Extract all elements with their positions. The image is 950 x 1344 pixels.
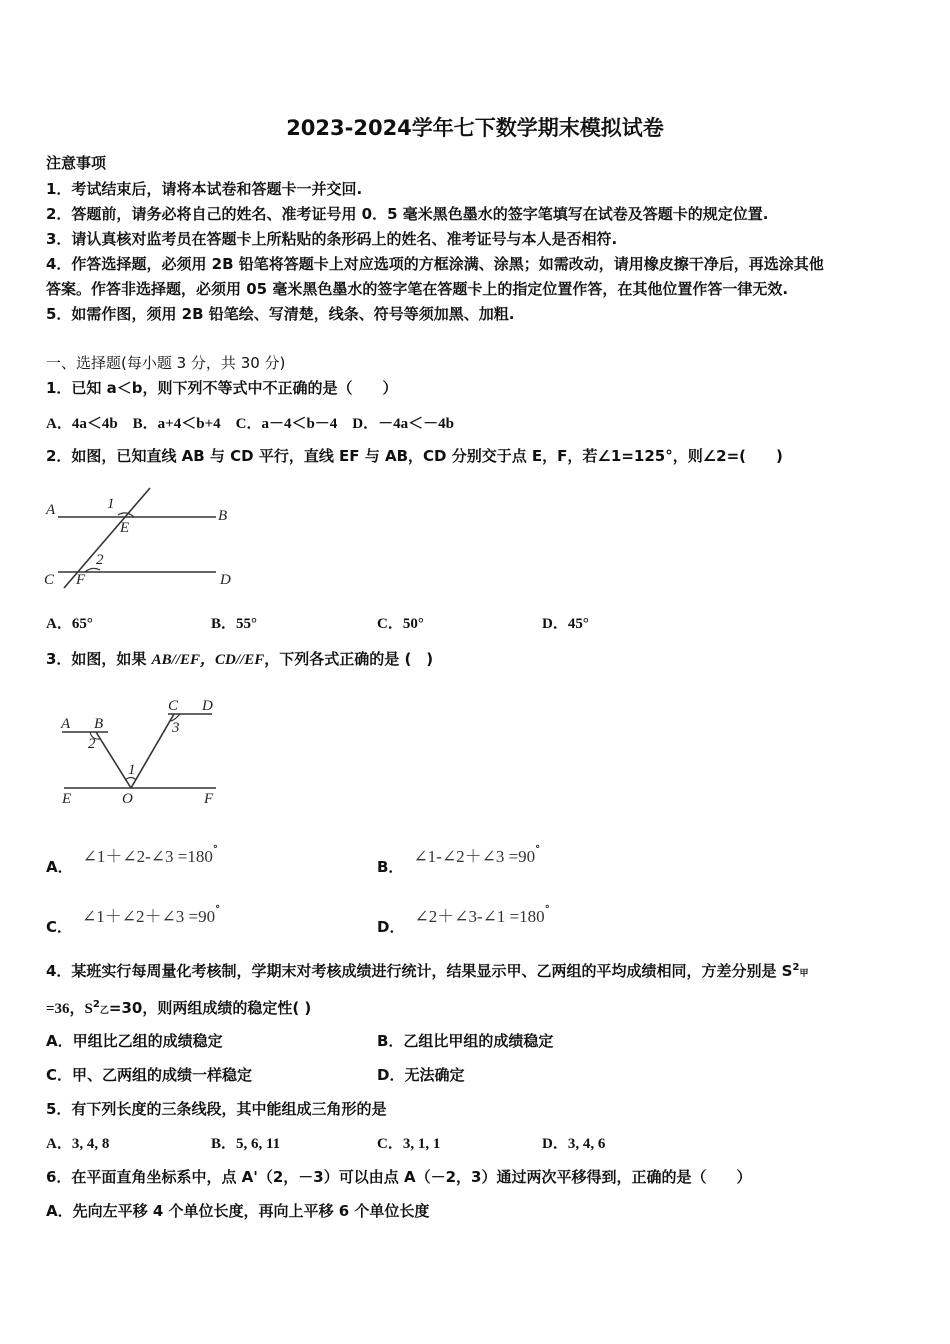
label-angle-3: 3 — [172, 720, 180, 736]
question-4-stem-line-2: =36，$S^2$乙=30，则两组成绩的稳定性( ) — [46, 999, 312, 1017]
label-e: E — [120, 520, 130, 536]
question-5-option-a[interactable]: A．3, 4, 8 — [46, 1136, 110, 1152]
question-3-option-b[interactable]: B．∠1-∠2＋∠3 =90° — [377, 844, 541, 876]
label-o: O — [122, 791, 133, 807]
question-5-option-c[interactable]: C．3, 1, 1 — [377, 1136, 441, 1152]
question-2-option-d[interactable]: D．45° — [542, 616, 589, 632]
label-b: B — [218, 508, 228, 524]
question-5-option-d[interactable]: D．3, 4, 6 — [542, 1136, 606, 1152]
question-2-option-c[interactable]: C．50° — [377, 616, 424, 632]
notice-item: 4．作答选择题，必须用 2B 铅笔将答题卡上对应选项的方框涂满、涂黑；如需改动，请用橡皮擦干净后，再选涂其他 — [46, 255, 824, 273]
question-1-stem: 1．已知 a＜b，则下列不等式中不正确的是（ ） — [46, 379, 398, 397]
label-f: F — [76, 572, 86, 588]
question-2-figure — [40, 484, 240, 590]
question-3-figure — [56, 696, 226, 808]
question-6-option-a[interactable]: A．先向左平移 4 个单位长度，再向上平移 6 个单位长度 — [46, 1202, 430, 1220]
question-3-option-c[interactable]: C．∠1＋∠2＋∠3 =90° — [46, 904, 221, 936]
label-angle-2: 2 — [88, 736, 96, 752]
section-heading: 一、选择题(每小题 3 分，共 30 分) — [46, 354, 286, 372]
notice-item: 3．请认真核对监考员在答题卡上所粘贴的条形码上的姓名、准考证号与本人是否相符. — [46, 230, 618, 248]
question-4-option-c[interactable]: C．甲、乙两组的成绩一样稳定 — [46, 1066, 253, 1084]
notice-item: 1．考试结束后，请将本试卷和答题卡一并交回. — [46, 180, 363, 198]
label-angle-1: 1 — [128, 762, 136, 778]
question-6-stem: 6．在平面直角坐标系中，点 A'（2，－3）可以由点 A（－2，3）通过两次平移得到，正确的是（ ） — [46, 1168, 752, 1186]
question-2-option-b[interactable]: B．55° — [211, 616, 258, 632]
question-3-condition: AB//EF，CD//EF — [151, 652, 265, 668]
question-2-option-a[interactable]: A．65° — [46, 616, 93, 632]
label-d: D — [202, 698, 213, 714]
label-a: A — [61, 716, 71, 732]
question-4-stem-line-1: 4．某班实行每周量化考核制，学期末对考核成绩进行统计，结果显示甲、乙两组的平均成绩相同，方差分别是 $S^2$甲 — [46, 962, 809, 980]
question-1-options: A．4a＜4b B．a+4＜b+4 C．a－4＜b－4 D．－4a＜－4b — [46, 416, 454, 432]
question-4-option-d[interactable]: D．无法确定 — [377, 1066, 465, 1084]
label-e: E — [62, 791, 72, 807]
question-5-stem: 5．有下列长度的三条线段，其中能组成三角形的是 — [46, 1100, 387, 1118]
label-angle-1: 1 — [107, 496, 115, 512]
line-oc — [131, 714, 174, 788]
label-d: D — [220, 572, 231, 588]
question-2-stem: 2．如图，已知直线 AB 与 CD 平行，直线 EF 与 AB，CD 分别交于点 E，F，若∠1=125°，则∠2=( ) — [46, 447, 783, 465]
label-c: C — [44, 572, 55, 588]
notice-item: 5．如需作图，须用 2B 铅笔绘、写清楚，线条、符号等须加黑、加粗. — [46, 305, 515, 323]
notice-heading: 注意事项 — [46, 154, 107, 172]
question-4-option-a[interactable]: A．甲组比乙组的成绩稳定 — [46, 1032, 223, 1050]
question-3-option-a[interactable]: A．∠1＋∠2-∠3 =180° — [46, 844, 218, 876]
label-c: C — [168, 698, 179, 714]
question-3-option-d[interactable]: D．∠2＋∠3-∠1 =180° — [377, 904, 550, 936]
question-4-option-b[interactable]: B．乙组比甲组的成绩稳定 — [377, 1032, 554, 1050]
label-f: F — [204, 791, 214, 807]
question-5-option-b[interactable]: B．5, 6, 11 — [211, 1136, 281, 1152]
notice-item: 答案。作答非选择题，必须用 05 毫米黑色墨水的签字笔在答题卡上的指定位置作答，在其他位置作答一律无效. — [46, 280, 789, 298]
question-3-stem: 3．如图，如果 AB//EF，CD//EF，下列各式正确的是 ( ) — [46, 650, 434, 668]
notice-item: 2．答题前，请务必将自己的姓名、准考证号用 0．5 毫米黑色墨水的签字笔填写在试卷及答题卡的规定位置. — [46, 205, 769, 223]
label-angle-2: 2 — [96, 552, 104, 568]
label-a: A — [46, 502, 56, 518]
page-title: 2023-2024学年七下数学期末模拟试卷 — [286, 116, 664, 140]
label-b: B — [94, 716, 104, 732]
